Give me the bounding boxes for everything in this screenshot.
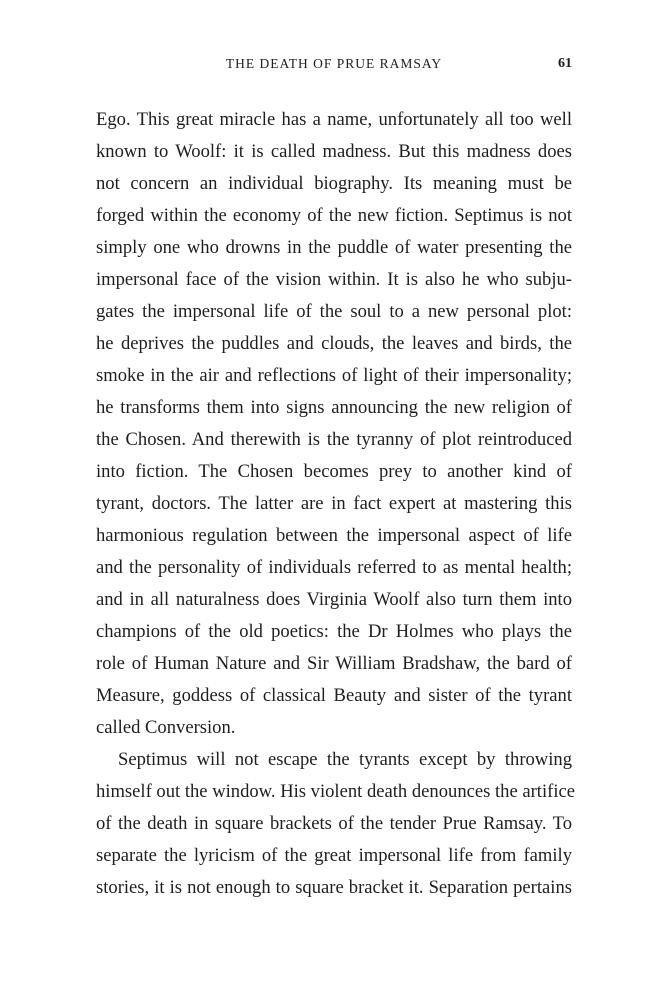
text-line: Ego. This great miracle has a name, unfortunately all too well (96, 109, 572, 130)
paragraph-start-line: Septimus will not escape the tyrants except by throwing (118, 749, 572, 770)
text-line: Measure, goddess of classical Beauty and sister of the tyrant (96, 685, 572, 706)
text-line: simply one who drowns in the puddle of water presenting the (96, 237, 572, 258)
page-number: 61 (558, 56, 572, 71)
text-line: tyrant, doctors. The latter are in fact expert at mastering this (96, 493, 572, 514)
text-line: separate the lyricism of the great impersonal life from family (96, 845, 572, 866)
text-line: of the death in square brackets of the tender Prue Ramsay. To (96, 813, 572, 834)
text-line: and in all naturalness does Virginia Woolf also turn them into (96, 589, 572, 610)
text-line: stories, it is not enough to square bracket it. Separation pertains (96, 877, 572, 898)
text-line: forged within the economy of the new fiction. Septimus is not (96, 205, 572, 226)
text-line: harmonious regulation between the impersonal aspect of life (96, 525, 572, 546)
text-line: smoke in the air and reflections of light of their impersonality; (96, 365, 572, 386)
text-line: he deprives the puddles and clouds, the leaves and birds, the (96, 333, 572, 354)
text-line: himself out the window. His violent death denounces the artifice (96, 781, 576, 802)
body-text (96, 104, 576, 904)
running-title: THE DEATH OF PRUE RAMSAY (225, 56, 443, 71)
text-line: the Chosen. And therewith is the tyranny of plot reintroduced (96, 429, 572, 450)
text-line: champions of the old poetics: the Dr Holmes who plays the (96, 621, 572, 642)
text-line: and the personality of individuals referred to as mental health; (96, 557, 572, 578)
running-header (96, 54, 572, 74)
text-line: impersonal face of the vision within. It is also he who subju- (96, 269, 572, 290)
paragraph-end-line: called Conversion. (96, 717, 236, 738)
text-line: role of Human Nature and Sir William Bradshaw, the bard of (96, 653, 572, 674)
text-line: into fiction. The Chosen becomes prey to another kind of (96, 461, 572, 482)
text-line: known to Woolf: it is called madness. But this madness does (96, 141, 572, 162)
text-line: he transforms them into signs announcing the new religion of (96, 397, 572, 418)
text-line: not concern an individual biography. Its meaning must be (96, 173, 572, 194)
text-line: gates the impersonal life of the soul to a new personal plot: (96, 301, 572, 322)
